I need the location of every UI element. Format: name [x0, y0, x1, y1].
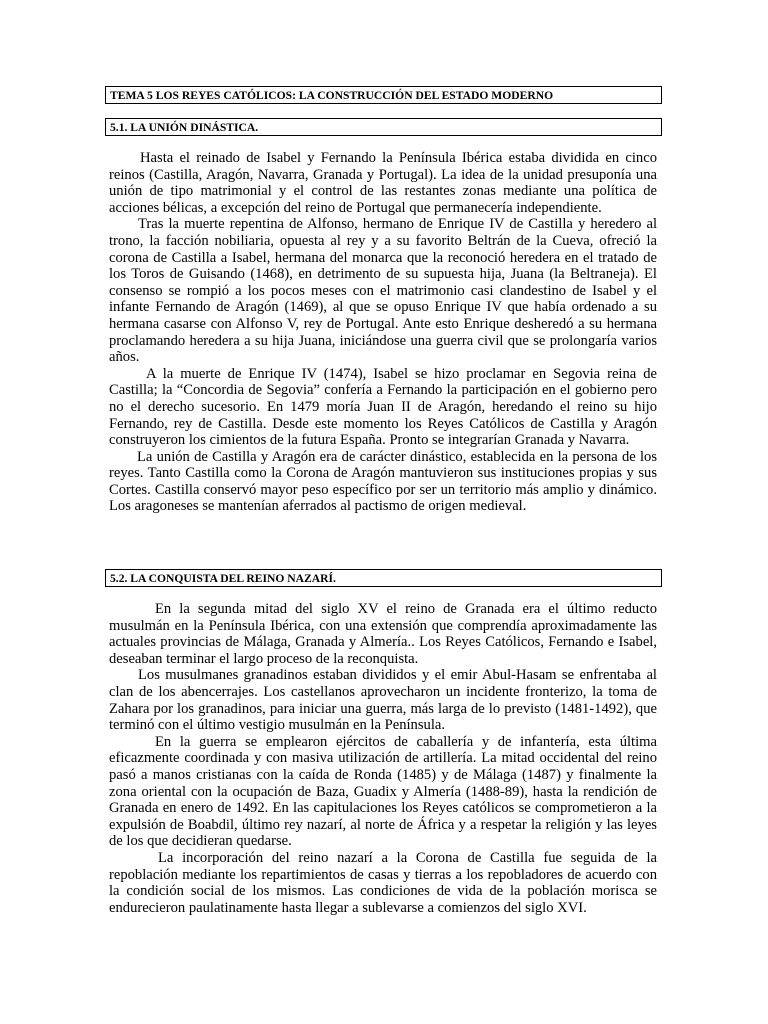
- section-heading-union-dinastica: 5.1. LA UNIÓN DINÁSTICA.: [105, 118, 662, 136]
- paragraph: A la muerte de Enrique IV (1474), Isabel se hizo proclamar en Segovia reina de Castilla; la “Concordia de Segovia” confería a Fernando la participación en el gobierno pero no el derecho sucesorio. En 1479 moría Juan II de Aragón, heredando el reino su hijo Fernando, rey de Castilla. Desde este momento los Reyes Católicos de Castilla y Aragón construyeron los cimientos de la futura España. Pronto se integrarían Granada y Navarra.: [109, 365, 657, 449]
- paragraph: Los musulmanes granadinos estaban divididos y el emir Abul-Hasam se enfrentaba al clan de los abencerrajes. Los castellanos aprovecharon un incidente fronterizo, la toma de Zahara por los granadinos, para iniciar una guerra, más larga de lo previsto (1481-1492), que terminó con el último vestigio musulmán en la Península.: [109, 667, 657, 734]
- paragraph: Tras la muerte repentina de Alfonso, hermano de Enrique IV de Castilla y heredero al trono, la facción nobiliaria, opuesta al rey y a su favorito Beltrán de la Cueva, ofreció la corona de Castilla a Isabel, hermana del monarca que la reconoció heredera en el tratado de los Toros de Guisando (1468), en detrimento de su supuesta hija, Juana (la Beltraneja). El consenso se rompió a los pocos meses con el matrimonio casi clandestino de Isabel y el infante Fernando de Aragón (1469), al que se opuso Enrique IV que había ordenado a su hermana casarse con Alfonso V, rey de Portugal. Ante esto Enrique desheredó a su hermana proclamando heredera a su hija Juana, iniciándose una guerra civil que se prolongaría varios años.: [109, 216, 657, 366]
- paragraph: Hasta el reinado de Isabel y Fernando la Península Ibérica estaba dividida en cinco reinos (Castilla, Aragón, Navarra, Granada y Portugal). La idea de la unidad presuponía una unión de tipo matrimonial y el control de las restantes zonas mediante una política de acciones bélicas, a excepción del reino de Portugal que permanecería independiente.: [109, 150, 657, 216]
- section-heading-conquista-reino-nazari: 5.2. LA CONQUISTA DEL REINO NAZARÍ.: [105, 569, 662, 587]
- paragraph: En la guerra se emplearon ejércitos de caballería y de infantería, esta última eficazmente coordinada y con masiva utilización de artillería. La mitad occidental del reino pasó a manos cristianas con la caída de Ronda (1485) y de Málaga (1487) y finalmente la zona oriental con la ocupación de Baza, Guadix y Almería (1488-89), hasta la rendición de Granada en enero de 1492. En las capitulaciones los Reyes católicos se comprometieron a la expulsión de Boabdil, último rey nazarí, al norte de África y a respetar la religión y las leyes de los que decidieran quedarse.: [109, 733, 657, 850]
- paragraph: En la segunda mitad del siglo XV el reino de Granada era el último reducto musulmán en la Península Ibérica, con una extensión que comprendía aproximadamente las actuales provincias de Málaga, Granada y Almería.. Los Reyes Católicos, Fernando e Isabel, deseaban terminar el largo proceso de la reconquista.: [109, 601, 657, 667]
- section-conquista-reino-nazari: [109, 601, 657, 916]
- document-title: TEMA 5 LOS REYES CATÓLICOS: LA CONSTRUCCIÓN DEL ESTADO MODERNO: [105, 86, 662, 104]
- paragraph: La unión de Castilla y Aragón era de carácter dinástico, establecida en la persona de los reyes. Tanto Castilla como la Corona de Aragón mantuvieron sus instituciones propias y sus Cortes. Castilla conservó mayor peso específico por ser un territorio más amplio y dinámico. Los aragoneses se mantenían aferrados al pactismo de origen medieval.: [109, 448, 657, 515]
- paragraph: La incorporación del reino nazarí a la Corona de Castilla fue seguida de la repoblación mediante los repartimientos de casas y tierras a los repobladores de acuerdo con la condición social de los mismos. Las condiciones de vida de la población morisca se endurecieron paulatinamente hasta llegar a sublevarse a comienzos del siglo XVI.: [109, 849, 657, 916]
- section-union-dinastica: [109, 150, 657, 515]
